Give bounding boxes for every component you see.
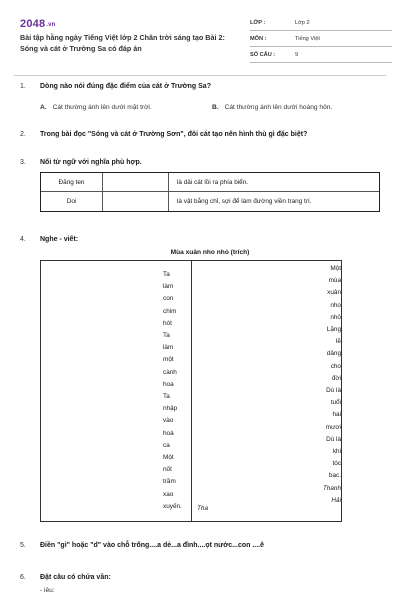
poem-line: xuân bbox=[327, 289, 341, 297]
meta-row-count bbox=[250, 50, 392, 63]
question-number: 2. bbox=[20, 131, 26, 138]
poem-line: cho bbox=[330, 362, 341, 370]
matching-meaning[interactable]: là vật bằng chỉ, sợi để làm đường viền trang trí. bbox=[177, 198, 312, 205]
poem-line: tóc bbox=[332, 460, 341, 468]
poem-author-fragment: Tha bbox=[197, 505, 209, 512]
meta-row-subject bbox=[250, 34, 392, 47]
poem-line: nho bbox=[330, 301, 341, 309]
poem-line: Dù là bbox=[326, 387, 341, 395]
question-number: 1. bbox=[20, 83, 26, 90]
meta-value: 9 bbox=[295, 52, 299, 58]
poem-left-column bbox=[163, 269, 189, 513]
poem-line: một bbox=[163, 356, 174, 364]
poem-box bbox=[40, 260, 342, 522]
poem-line: cành bbox=[163, 368, 177, 376]
question-number: 3. bbox=[20, 159, 26, 166]
meta-label: LỚP : bbox=[250, 20, 266, 26]
poem-line: nốt bbox=[163, 466, 172, 474]
question-text: Điền "gi" hoặc "d" vào chỗ trống....a dẻ...a đình....ọt nước...con ....ê bbox=[40, 542, 265, 549]
matching-meaning[interactable]: là dải cát lồi ra phía biển. bbox=[177, 179, 249, 186]
poem-author: Thanh bbox=[322, 484, 341, 492]
meta-label: MÔN : bbox=[250, 36, 267, 42]
question-text: Nối từ ngữ với nghĩa phù hợp. bbox=[40, 159, 142, 166]
meta-value: Lớp 2 bbox=[295, 20, 310, 26]
poem-line: vào bbox=[163, 417, 174, 425]
poem-line: nhập bbox=[163, 405, 178, 413]
poem-author: Hải bbox=[331, 496, 341, 504]
option-text: Cát thường ánh lên dưới hoàng hôn. bbox=[224, 104, 333, 111]
poem-line: đời bbox=[331, 374, 341, 382]
poem-line: ca bbox=[163, 441, 170, 449]
question-text: Đặt câu có chứa vần: bbox=[40, 574, 111, 581]
question-number: 4. bbox=[20, 236, 26, 243]
poem-line: xao bbox=[163, 490, 174, 498]
site-logo[interactable]: 2048.vn bbox=[20, 18, 56, 30]
question-text: Dòng nào nói đúng đặc điểm của cát ở Trường Sa? bbox=[40, 83, 211, 90]
option-text: Cát thường ánh lên dưới mặt trời. bbox=[52, 104, 152, 111]
poem-line: khi bbox=[332, 448, 341, 456]
poem-line: làm bbox=[163, 283, 174, 291]
poem-line: nhỏ bbox=[330, 313, 341, 321]
poem-line: mùa bbox=[328, 277, 341, 285]
meta-row-grade bbox=[250, 18, 392, 31]
poem-line: bạc. bbox=[328, 472, 341, 480]
matching-row bbox=[41, 173, 379, 192]
poem-title: Mùa xuân nho nhỏ (trích) bbox=[170, 249, 250, 256]
worksheet-title: Bài tập hằng ngày Tiếng Việt lớp 2 Chân trời sáng tạo Bài 2: Sóng và cát ở Trường Sa có đáp án bbox=[20, 33, 225, 53]
option-a[interactable] bbox=[40, 104, 152, 111]
poem-line: Dù là bbox=[326, 435, 341, 443]
matching-gap bbox=[103, 173, 169, 191]
poem-line: Một bbox=[330, 265, 341, 272]
matching-table bbox=[40, 172, 380, 212]
matching-row bbox=[41, 192, 379, 211]
question-text: Trong bài đọc "Sóng và cát ở Trường Sơn", đôi cát tạo nên hình thù gì đặc biệt? bbox=[40, 131, 308, 138]
poem-line: làm bbox=[163, 344, 174, 352]
vowel-prompt: - iêu: bbox=[40, 587, 55, 594]
meta-label: SỐ CÂU : bbox=[250, 52, 276, 58]
poem-line: con bbox=[163, 295, 174, 303]
poem-line: xuyến. bbox=[163, 502, 182, 510]
poem-line: lẽ bbox=[336, 338, 341, 346]
matching-term[interactable]: Đăng ten bbox=[41, 173, 103, 191]
poem-line: chim bbox=[163, 307, 177, 315]
poem-line: dâng bbox=[326, 350, 341, 358]
option-letter: B. bbox=[212, 104, 219, 111]
matching-gap bbox=[103, 192, 169, 211]
poem-line: Một bbox=[163, 454, 174, 462]
poem-line: hai bbox=[332, 411, 341, 419]
option-b[interactable] bbox=[212, 104, 332, 111]
question-number: 5. bbox=[20, 542, 26, 549]
worksheet-header bbox=[14, 12, 386, 68]
poem-line: Lặng bbox=[326, 326, 341, 334]
question-number: 6. bbox=[20, 574, 26, 581]
poem-line: Ta bbox=[163, 271, 170, 278]
poem-line: hoa bbox=[163, 380, 174, 388]
option-letter: A. bbox=[40, 104, 47, 111]
worksheet-meta bbox=[250, 18, 392, 66]
poem-line: mươi bbox=[325, 423, 341, 431]
matching-term[interactable]: Doi bbox=[41, 192, 103, 211]
poem-right-column bbox=[311, 263, 341, 507]
poem-line: hót bbox=[163, 319, 172, 327]
poem-line: tuổi bbox=[330, 399, 341, 407]
poem-line: Ta bbox=[163, 393, 170, 401]
poem-line: hoà bbox=[163, 429, 174, 437]
question-text: Nghe - viết: bbox=[40, 236, 79, 243]
poem-column-divider bbox=[191, 261, 192, 521]
poem-line: trầm bbox=[163, 478, 176, 486]
meta-value: Tiếng Việt bbox=[295, 36, 320, 42]
header-divider bbox=[14, 75, 386, 76]
poem-line: Ta bbox=[163, 332, 170, 340]
